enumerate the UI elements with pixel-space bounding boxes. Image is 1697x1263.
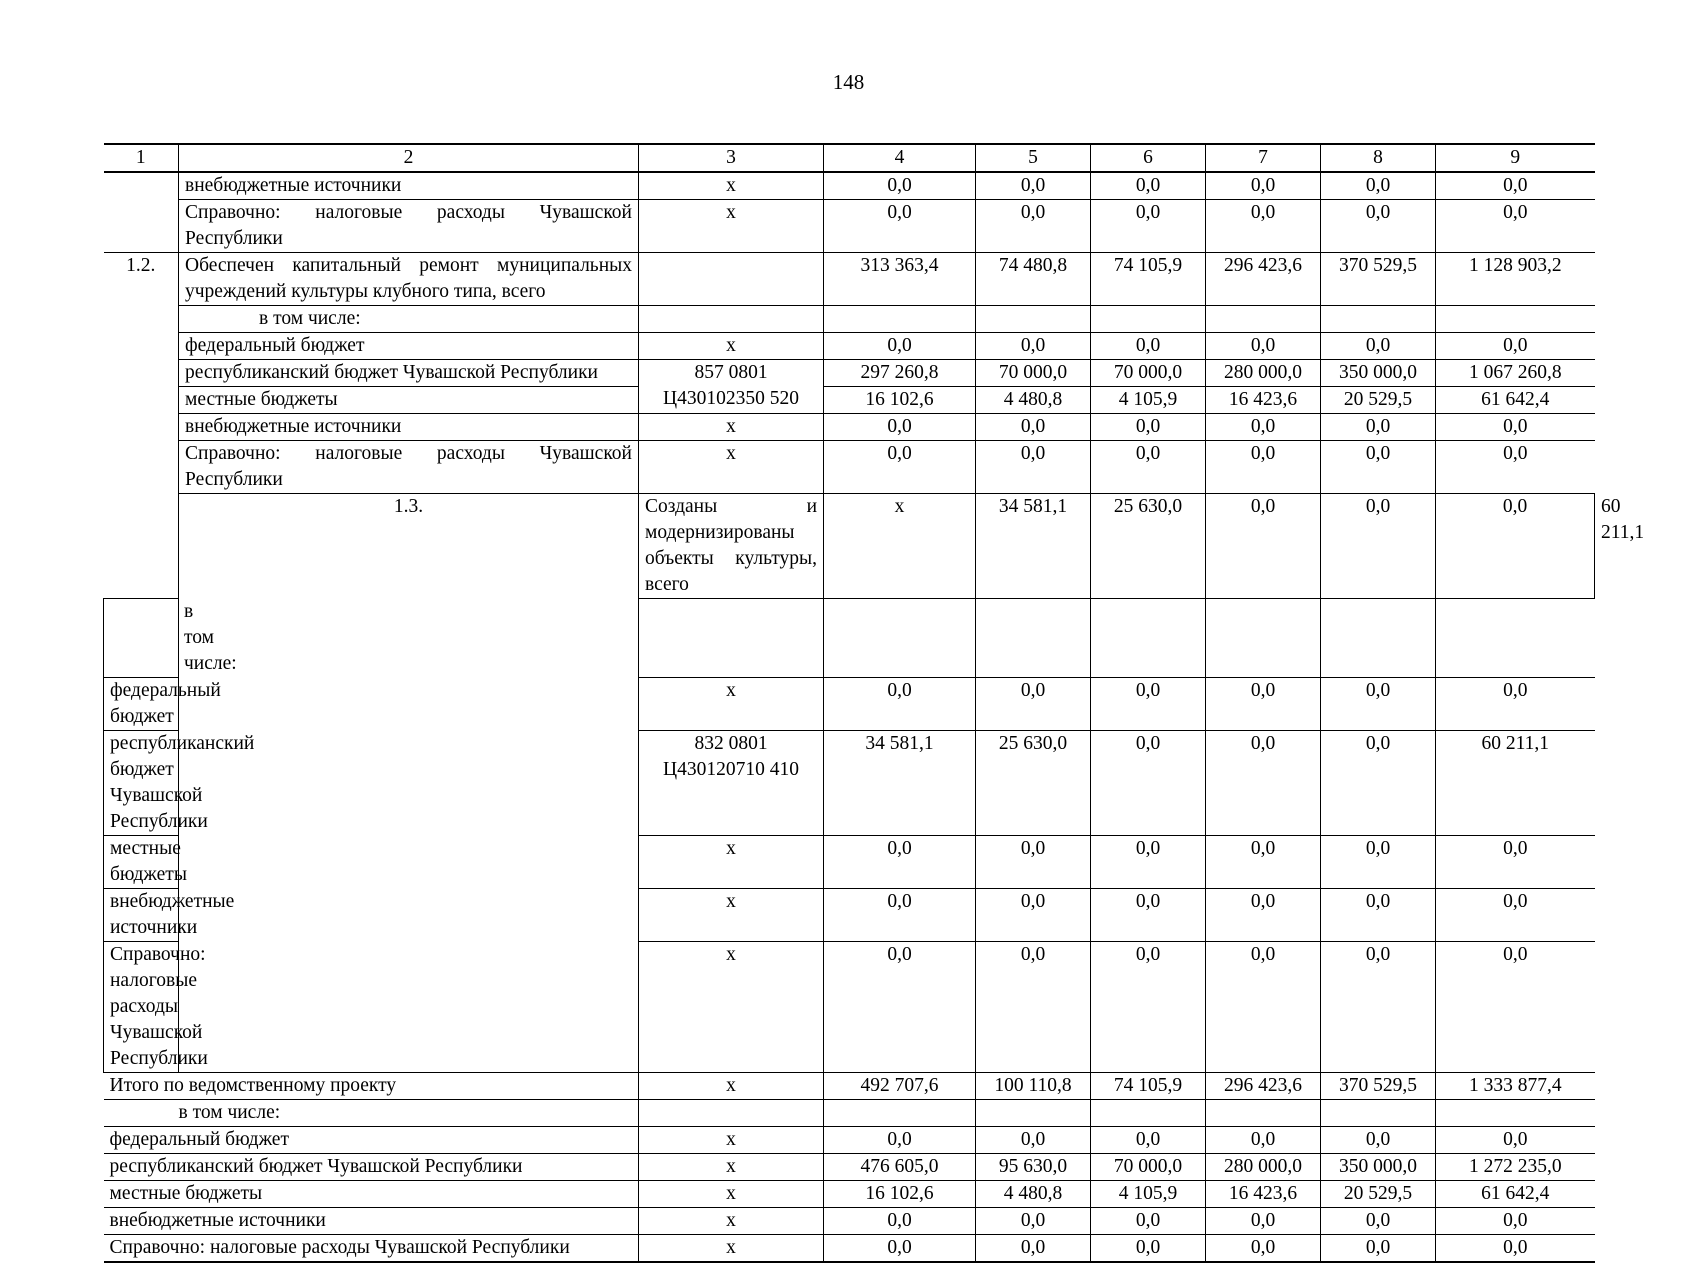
row-number-cell bbox=[104, 172, 179, 253]
code-cell: x bbox=[639, 889, 824, 942]
value-cell: 4 105,9 bbox=[1091, 387, 1206, 414]
value-cell: 0,0 bbox=[1321, 200, 1436, 253]
column-header-2: 2 bbox=[179, 144, 639, 172]
row-label: в том числе: bbox=[179, 306, 639, 333]
value-cell bbox=[1091, 306, 1206, 333]
row-label: Справочно: налоговые расходы Чувашской Республики bbox=[179, 200, 639, 253]
value-cell bbox=[1206, 599, 1321, 678]
code-cell: x bbox=[639, 1235, 824, 1263]
value-cell bbox=[1206, 306, 1321, 333]
value-cell: 476 605,0 bbox=[824, 1154, 976, 1181]
value-cell: 0,0 bbox=[1321, 836, 1436, 889]
value-cell: 0,0 bbox=[1206, 731, 1321, 836]
value-cell: 0,0 bbox=[1436, 333, 1595, 360]
value-cell: 313 363,4 bbox=[824, 253, 976, 306]
value-cell bbox=[1321, 306, 1436, 333]
value-cell: 16 423,6 bbox=[1206, 387, 1321, 414]
value-cell: 16 102,6 bbox=[824, 387, 976, 414]
value-cell: 0,0 bbox=[1321, 1127, 1436, 1154]
value-cell: 0,0 bbox=[1091, 942, 1206, 1073]
value-cell: 25 630,0 bbox=[976, 731, 1091, 836]
budget-table bbox=[103, 143, 1645, 1263]
value-cell bbox=[824, 599, 976, 678]
value-cell: 4 105,9 bbox=[1091, 1181, 1206, 1208]
row-label: Справочно: налоговые расходы Чувашской Республики bbox=[104, 1235, 639, 1263]
value-cell: 280 000,0 bbox=[1206, 360, 1321, 387]
value-cell: 0,0 bbox=[1091, 731, 1206, 836]
code-cell bbox=[639, 253, 824, 306]
value-cell: 70 000,0 bbox=[976, 360, 1091, 387]
value-cell bbox=[1206, 1100, 1321, 1127]
row-label: республиканский бюджет Чувашской Республики bbox=[179, 360, 639, 387]
value-cell bbox=[976, 599, 1091, 678]
table-row bbox=[104, 172, 1595, 200]
value-cell: 296 423,6 bbox=[1206, 1073, 1321, 1100]
value-cell: 0,0 bbox=[824, 889, 976, 942]
table-row bbox=[104, 1235, 1595, 1263]
value-cell: 0,0 bbox=[1321, 678, 1436, 731]
value-cell bbox=[1436, 599, 1595, 678]
value-cell: 16 423,6 bbox=[1206, 1181, 1321, 1208]
table-body bbox=[104, 144, 1645, 1262]
row-label: федеральный бюджет bbox=[104, 1127, 639, 1154]
value-cell: 1 272 235,0 bbox=[1436, 1154, 1595, 1181]
value-cell: 0,0 bbox=[1091, 1208, 1206, 1235]
value-cell: 0,0 bbox=[1206, 836, 1321, 889]
value-cell: 0,0 bbox=[1436, 889, 1595, 942]
value-cell: 0,0 bbox=[1091, 172, 1206, 200]
value-cell: 0,0 bbox=[1206, 414, 1321, 441]
value-cell: 0,0 bbox=[824, 200, 976, 253]
table-row bbox=[104, 306, 1595, 333]
value-cell: 0,0 bbox=[976, 1235, 1091, 1263]
row-label: внебюджетные источники bbox=[104, 889, 179, 942]
value-cell: 0,0 bbox=[976, 414, 1091, 441]
column-header-5: 5 bbox=[976, 144, 1091, 172]
value-cell: 0,0 bbox=[824, 441, 976, 494]
value-cell: 74 105,9 bbox=[1091, 1073, 1206, 1100]
value-cell bbox=[1436, 1100, 1595, 1127]
value-cell: 0,0 bbox=[1091, 678, 1206, 731]
value-cell: 0,0 bbox=[824, 942, 976, 1073]
value-cell: 0,0 bbox=[1091, 836, 1206, 889]
row-label: федеральный бюджет bbox=[104, 678, 179, 731]
value-cell: 0,0 bbox=[1321, 889, 1436, 942]
item-number: 1.3. bbox=[179, 494, 639, 1073]
value-cell bbox=[976, 1100, 1091, 1127]
value-cell: 1 333 877,4 bbox=[1436, 1073, 1595, 1100]
value-cell: 0,0 bbox=[824, 333, 976, 360]
column-header-9: 9 bbox=[1436, 144, 1595, 172]
value-cell: 0,0 bbox=[1206, 441, 1321, 494]
value-cell: 0,0 bbox=[1436, 414, 1595, 441]
value-cell: 350 000,0 bbox=[1321, 1154, 1436, 1181]
value-cell: 0,0 bbox=[1091, 1127, 1206, 1154]
code-cell: x bbox=[639, 1154, 824, 1181]
value-cell: 0,0 bbox=[1321, 414, 1436, 441]
value-cell: 20 529,5 bbox=[1321, 387, 1436, 414]
table-row bbox=[104, 1208, 1595, 1235]
item-title: Обеспечен капитальный ремонт муниципальных учреждений культуры клубного типа, всего bbox=[179, 253, 639, 306]
code-cell: x bbox=[639, 942, 824, 1073]
value-cell bbox=[1091, 599, 1206, 678]
value-cell: 0,0 bbox=[1436, 836, 1595, 889]
code-cell: x bbox=[639, 1208, 824, 1235]
table-row bbox=[104, 200, 1595, 253]
code-cell: x bbox=[639, 441, 824, 494]
code-cell: x bbox=[639, 1127, 824, 1154]
value-cell: 297 260,8 bbox=[824, 360, 976, 387]
value-cell: 0,0 bbox=[1436, 172, 1595, 200]
value-cell: 0,0 bbox=[1436, 942, 1595, 1073]
value-cell: 0,0 bbox=[1091, 1235, 1206, 1263]
value-cell: 0,0 bbox=[976, 1208, 1091, 1235]
value-cell bbox=[824, 306, 976, 333]
value-cell: 0,0 bbox=[976, 942, 1091, 1073]
row-label: внебюджетные источники bbox=[104, 1208, 639, 1235]
table-row bbox=[104, 441, 1595, 494]
code-cell bbox=[639, 1100, 824, 1127]
code-cell: x bbox=[639, 1073, 824, 1100]
value-cell: 0,0 bbox=[1321, 333, 1436, 360]
value-cell: 4 480,8 bbox=[976, 1181, 1091, 1208]
value-cell: 0,0 bbox=[1206, 678, 1321, 731]
value-cell bbox=[1436, 306, 1595, 333]
value-cell: 0,0 bbox=[824, 172, 976, 200]
row-label: внебюджетные источники bbox=[179, 414, 639, 441]
code-cell: x bbox=[639, 200, 824, 253]
row-label: в том числе: bbox=[104, 1100, 639, 1127]
value-cell: 60 211,1 bbox=[1436, 731, 1595, 836]
value-cell: 0,0 bbox=[1321, 1235, 1436, 1263]
value-cell: 1 128 903,2 bbox=[1436, 253, 1595, 306]
item-row: 1.3. Созданы и модернизированы объекты культуры, всего x 34 581,1 25 630,0 0,0 0,0 0,0 60 211,1 bbox=[104, 494, 1595, 599]
value-cell: 280 000,0 bbox=[1206, 1154, 1321, 1181]
code-cell: x bbox=[824, 494, 976, 599]
value-cell: 0,0 bbox=[1206, 1127, 1321, 1154]
total-title: Итого по ведомственному проекту bbox=[104, 1073, 639, 1100]
value-cell: 0,0 bbox=[1091, 889, 1206, 942]
value-cell bbox=[976, 306, 1091, 333]
value-cell: 70 000,0 bbox=[1091, 1154, 1206, 1181]
value-cell: 0,0 bbox=[976, 1127, 1091, 1154]
value-cell bbox=[824, 1100, 976, 1127]
value-cell: 100 110,8 bbox=[976, 1073, 1091, 1100]
row-label: Справочно: налоговые расходы Чувашской Республики bbox=[179, 441, 639, 494]
value-cell: 0,0 bbox=[1206, 942, 1321, 1073]
value-cell: 0,0 bbox=[1321, 441, 1436, 494]
value-cell: 0,0 bbox=[976, 441, 1091, 494]
value-cell: 0,0 bbox=[824, 678, 976, 731]
row-label: местные бюджеты bbox=[104, 836, 179, 889]
value-cell bbox=[1321, 599, 1436, 678]
row-label: федеральный бюджет bbox=[179, 333, 639, 360]
value-cell: 74 105,9 bbox=[1091, 253, 1206, 306]
value-cell: 0,0 bbox=[1206, 172, 1321, 200]
value-cell: 0,0 bbox=[976, 172, 1091, 200]
code-cell: x bbox=[639, 414, 824, 441]
table-row bbox=[104, 1127, 1595, 1154]
value-cell: 0,0 bbox=[1206, 200, 1321, 253]
value-cell: 0,0 bbox=[1091, 414, 1206, 441]
value-cell: 16 102,6 bbox=[824, 1181, 976, 1208]
value-cell: 0,0 bbox=[976, 889, 1091, 942]
value-cell: 70 000,0 bbox=[1091, 360, 1206, 387]
value-cell: 0,0 bbox=[976, 200, 1091, 253]
row-label: внебюджетные источники bbox=[179, 172, 639, 200]
value-cell: 350 000,0 bbox=[1321, 360, 1436, 387]
row-label: республиканский бюджет Чувашской Республики bbox=[104, 1154, 639, 1181]
value-cell: 0,0 bbox=[1436, 494, 1595, 599]
page-number: 148 bbox=[832, 70, 865, 94]
code-cell: x bbox=[639, 333, 824, 360]
table-row bbox=[104, 387, 1595, 414]
value-cell: 61 642,4 bbox=[1436, 1181, 1595, 1208]
column-header-6: 6 bbox=[1091, 144, 1206, 172]
value-cell: 95 630,0 bbox=[976, 1154, 1091, 1181]
table-row bbox=[104, 1181, 1595, 1208]
table-row bbox=[104, 360, 1595, 387]
budget-code: 857 0801 Ц430102350 520 bbox=[639, 360, 824, 414]
value-cell: 492 707,6 bbox=[824, 1073, 976, 1100]
value-cell: 74 480,8 bbox=[976, 253, 1091, 306]
value-cell: 0,0 bbox=[1206, 1235, 1321, 1263]
row-label: республиканский бюджет Чувашской Республики bbox=[104, 731, 179, 836]
value-cell: 34 581,1 bbox=[824, 731, 976, 836]
value-cell: 0,0 bbox=[1206, 1208, 1321, 1235]
column-header-1: 1 bbox=[104, 144, 179, 172]
value-cell: 0,0 bbox=[1436, 200, 1595, 253]
value-cell: 0,0 bbox=[1321, 942, 1436, 1073]
total-row bbox=[104, 1073, 1595, 1100]
value-cell: 0,0 bbox=[1091, 200, 1206, 253]
column-header-8: 8 bbox=[1321, 144, 1436, 172]
value-cell: 0,0 bbox=[1321, 494, 1436, 599]
table-row bbox=[104, 414, 1595, 441]
value-cell: 0,0 bbox=[1206, 889, 1321, 942]
value-cell: 0,0 bbox=[1206, 494, 1321, 599]
value-cell: 0,0 bbox=[1436, 678, 1595, 731]
column-header-4: 4 bbox=[824, 144, 976, 172]
value-cell bbox=[1091, 1100, 1206, 1127]
value-cell: 370 529,5 bbox=[1321, 253, 1436, 306]
value-cell: 61 642,4 bbox=[1436, 387, 1595, 414]
value-cell: 1 067 260,8 bbox=[1436, 360, 1595, 387]
value-cell: 0,0 bbox=[1321, 731, 1436, 836]
value-cell: 4 480,8 bbox=[976, 387, 1091, 414]
code-cell bbox=[639, 306, 824, 333]
value-cell: 0,0 bbox=[1321, 172, 1436, 200]
code-cell: x bbox=[639, 836, 824, 889]
code-cell bbox=[639, 599, 824, 678]
row-label: в том числе: bbox=[104, 599, 179, 678]
value-cell: 0,0 bbox=[1436, 1208, 1595, 1235]
row-label: местные бюджеты bbox=[179, 387, 639, 414]
item-title: Созданы и модернизированы объекты культуры, всего bbox=[639, 494, 824, 599]
value-cell: 0,0 bbox=[1321, 1208, 1436, 1235]
item-row bbox=[104, 253, 1595, 306]
value-cell: 0,0 bbox=[1206, 333, 1321, 360]
value-cell: 0,0 bbox=[1091, 333, 1206, 360]
value-cell: 20 529,5 bbox=[1321, 1181, 1436, 1208]
column-header-3: 3 bbox=[639, 144, 824, 172]
code-cell: x bbox=[639, 1181, 824, 1208]
value-cell: 25 630,0 bbox=[1091, 494, 1206, 599]
value-cell: 370 529,5 bbox=[1321, 1073, 1436, 1100]
value-cell: 0,0 bbox=[824, 836, 976, 889]
value-cell: 0,0 bbox=[1436, 441, 1595, 494]
table-row bbox=[104, 333, 1595, 360]
value-cell: 0,0 bbox=[976, 333, 1091, 360]
value-cell: 0,0 bbox=[824, 414, 976, 441]
value-cell: 0,0 bbox=[1091, 441, 1206, 494]
value-cell: 296 423,6 bbox=[1206, 253, 1321, 306]
value-cell: 0,0 bbox=[824, 1127, 976, 1154]
header-row bbox=[104, 144, 1595, 172]
value-cell bbox=[1321, 1100, 1436, 1127]
value-cell: 0,0 bbox=[824, 1208, 976, 1235]
value-cell: 0,0 bbox=[976, 678, 1091, 731]
code-cell: x bbox=[639, 172, 824, 200]
value-cell: 0,0 bbox=[976, 836, 1091, 889]
code-cell: x bbox=[639, 678, 824, 731]
value-cell: 0,0 bbox=[1436, 1235, 1595, 1263]
row-label: Справочно: налоговые расходы Чувашской Республики bbox=[104, 942, 179, 1073]
column-header-7: 7 bbox=[1206, 144, 1321, 172]
row-label: местные бюджеты bbox=[104, 1181, 639, 1208]
table-row bbox=[104, 1154, 1595, 1181]
table-row bbox=[104, 1100, 1595, 1127]
budget-code: 832 0801 Ц430120710 410 bbox=[639, 731, 824, 836]
item-number: 1.2. bbox=[104, 253, 179, 599]
value-cell: 0,0 bbox=[824, 1235, 976, 1263]
value-cell: 0,0 bbox=[1436, 1127, 1595, 1154]
value-cell: 34 581,1 bbox=[976, 494, 1091, 599]
